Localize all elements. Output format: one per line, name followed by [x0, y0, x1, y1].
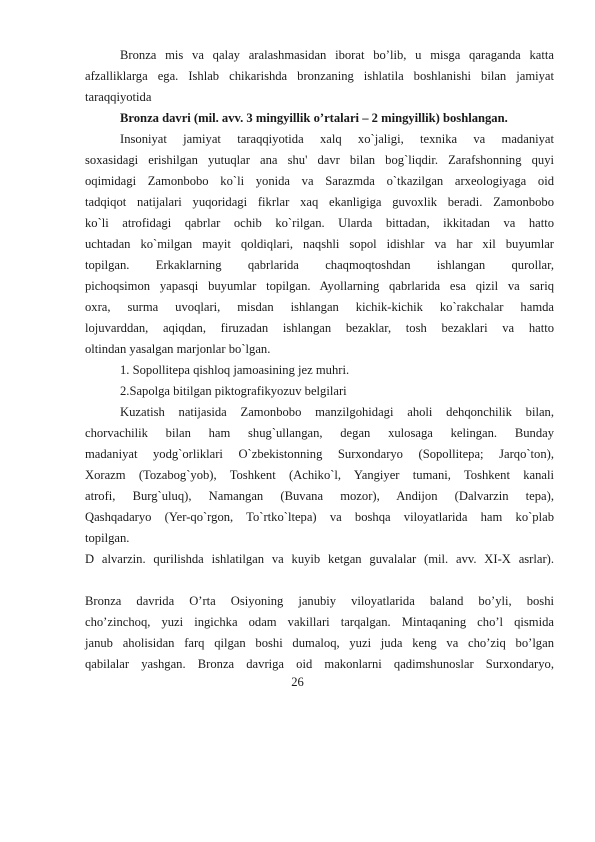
text-line: uchtadan ko`milgan mayit qoldiqlari, naqshli sopol idishlar va har xil buyumlar [85, 237, 554, 251]
page-number: 26 [291, 675, 304, 689]
text-line: soxasidagi erishilgan yutuqlar ana shu' davr bilan bog`liqdir. Zarafshonning quyi [85, 153, 554, 167]
text-line: qabilalar yashgan. Bronza davriga oid makonlarni qadimshunoslar Surxondaryo, [85, 657, 554, 671]
text-line: tadqiqot natijalari yuqoridagi fikrlar xaq ekanligiga guvoxlik beradi. Zamonbobo [85, 195, 554, 209]
text-line: Insoniyat jamiyat taraqqiyotida xalq xo`jaligi, texnika va madaniyat [120, 132, 554, 146]
text-line: Xorazm (Tozabog`yob), Toshkent (Achiko`l, Yangiyer tumani, Toshkent kanali [85, 468, 554, 482]
text-line: chorvachilik bilan ham shug`ullangan, degan xulosaga kelingan. Bunday [85, 426, 554, 440]
text-line: ko`li atrofidagi qabrlar ochib ko`rilgan. Ularda bittadan, ikkitadan va hatto [85, 216, 554, 230]
text-line: lojuvarddan, aqiqdan, firuzadan ishlangan bezaklar, tosh bezaklari va hatto [85, 321, 554, 335]
text-line: atrofi, Burg`uluq), Namangan (Buvana mozor), Andijon (Dalvarzin tepa), [85, 489, 554, 503]
text-line: afzalliklarga ega. Ishlab chikarishda bronzaning ishlatila boshlanishi bilan jamiyat [85, 69, 554, 83]
list-item: 2.Sapolga bitilgan piktografikyozuv belgilari [120, 384, 347, 398]
text-line: Kuzatish natijasida Zamonbobo manzilgohidagi aholi dehqonchilik bilan, [120, 405, 554, 419]
text-line: taraqqiyotida [85, 90, 152, 104]
text-line: topilgan. [85, 531, 130, 545]
list-item: 1. Sopollitepa qishloq jamoasining jez muhri. [120, 363, 350, 377]
text-line: oltindan yasalgan marjonlar bo`lgan. [85, 342, 271, 356]
text-line: topilgan. Erkaklarning qabrlarida chaqmoqtoshdan ishlangan qurollar, [85, 258, 554, 272]
text-line: cho’zinchoq, yuzi ingichka odam vakillari tarqalgan. Mintaqaning cho’l qismida [85, 615, 554, 629]
caption-line: D alvarzin. qurilishda ishlatilgan va kuyib ketgan guvalalar (mil. avv. XI-X asrlar). [85, 552, 554, 566]
text-line: pichoqsimon yapasqi buyumlar topilgan. Ayollarning qabrlarida esa qizil va sariq [85, 279, 554, 293]
text-line: madaniyat yodg`orliklari O`zbekistonning Surxondaryo (Sopollitepa; Jarqo`ton), [85, 447, 554, 461]
text-line: Bronza davrida O’rta Osiyoning janubiy viloyatlarida baland bo’yli, boshi [85, 594, 554, 608]
text-line: Qashqadaryo (Yer-qo`rgon, To`rtko`ltepa) va boshqa viloyatlarida ham ko`plab [85, 510, 554, 524]
text-line: oxra, surma uvoqlari, misdan ishlangan kichik-kichik ko`rakchalar hamda [85, 300, 554, 314]
text-line: janub aholisidan farq qilgan boshi dumaloq, yuzi juda keng va cho’ziq bo’lgan [85, 636, 554, 650]
text-line: oqimidagi Zamonbobo ko`li yonida va Sarazmda o`tkazilgan arxeologiyaga oid [85, 174, 554, 188]
section-heading: Bronza davri (mil. avv. 3 mingyillik o’rtalari – 2 mingyillik) boshlangan. [120, 111, 508, 125]
text-line: Bronza mis va qalay aralashmasidan iborat bo’lib, u misga qaraganda katta [120, 48, 554, 62]
